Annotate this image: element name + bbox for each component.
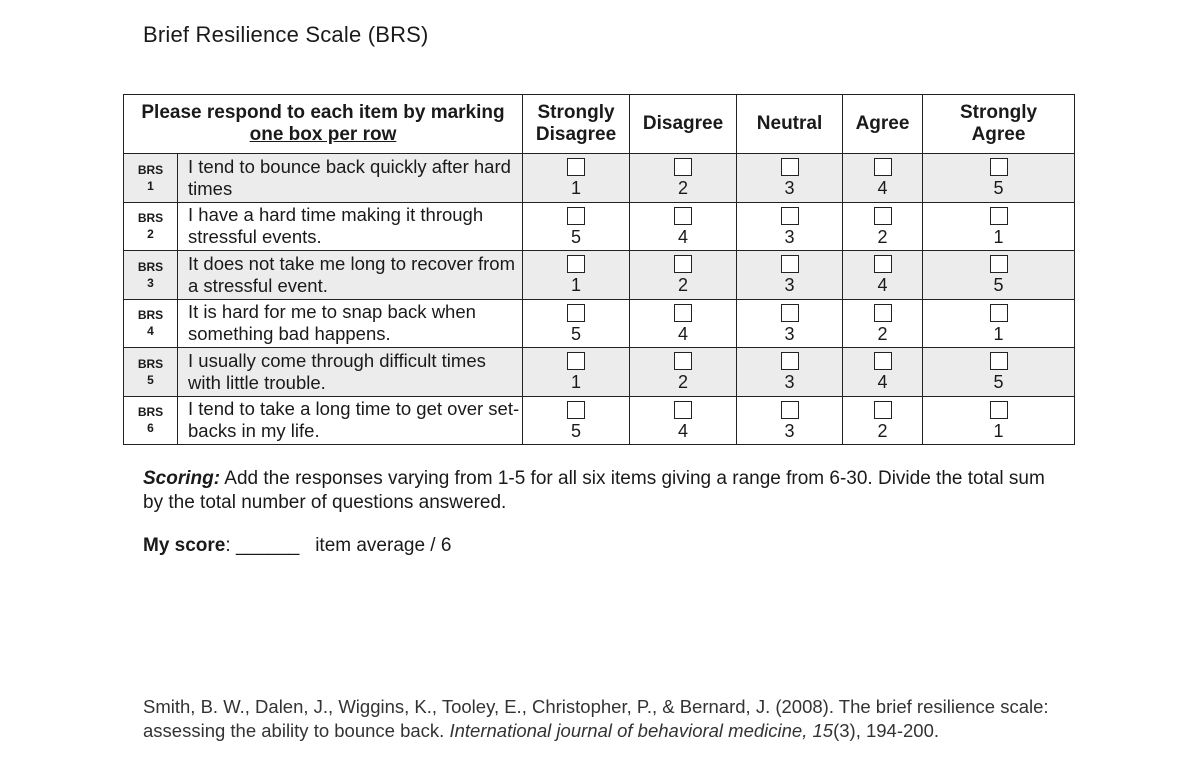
score-value: 1	[571, 372, 582, 393]
score-value: 1	[993, 226, 1004, 247]
checkbox[interactable]	[990, 158, 1008, 176]
score-value: 1	[571, 275, 582, 296]
item-number: 4	[147, 324, 154, 339]
item-code: BRS	[137, 259, 164, 274]
option-strongly-agree	[923, 154, 1075, 203]
checkbox[interactable]	[990, 401, 1008, 419]
option-disagree	[630, 396, 737, 445]
score-value: 5	[993, 178, 1004, 199]
score-value: 1	[993, 323, 1004, 344]
option-strongly-disagree	[523, 202, 630, 251]
item-text: I usually come through difficult times with little trouble.	[178, 348, 523, 397]
checkbox[interactable]	[990, 352, 1008, 370]
score-value: 3	[784, 275, 795, 296]
score-value: 2	[877, 226, 888, 247]
option-disagree	[630, 299, 737, 348]
item-text: It does not take me long to recover from a stressful event.	[178, 251, 523, 300]
scoring-instructions	[143, 467, 1063, 515]
header-neutral: Neutral	[737, 95, 843, 154]
option-neutral	[737, 202, 843, 251]
checkbox[interactable]	[567, 255, 585, 273]
checkbox[interactable]	[874, 158, 892, 176]
checkbox[interactable]	[781, 255, 799, 273]
header-strongly-disagree: Strongly Disagree	[523, 95, 630, 154]
page-title: Brief Resilience Scale (BRS)	[143, 22, 429, 47]
option-strongly-disagree	[523, 396, 630, 445]
option-agree	[843, 251, 923, 300]
option-disagree	[630, 202, 737, 251]
option-strongly-agree	[923, 396, 1075, 445]
checkbox[interactable]	[674, 207, 692, 225]
item-number: 5	[147, 372, 154, 387]
item-number: 2	[147, 227, 154, 242]
item-code: BRS	[137, 405, 164, 420]
checkbox[interactable]	[674, 401, 692, 419]
checkbox[interactable]	[781, 207, 799, 225]
score-value: 5	[571, 323, 582, 344]
item-id	[124, 299, 178, 348]
header-strongly-agree: Strongly Agree	[923, 95, 1075, 154]
option-strongly-disagree	[523, 348, 630, 397]
score-value: 4	[678, 226, 689, 247]
header-agree: Agree	[843, 95, 923, 154]
item-id	[124, 396, 178, 445]
citation-journal: International journal of behavioral medicine, 15	[449, 720, 834, 741]
score-value: 3	[784, 178, 795, 199]
score-value: 4	[877, 372, 888, 393]
score-value: 1	[571, 178, 582, 199]
instruction-text: Please respond to each item by marking	[141, 102, 505, 123]
option-neutral	[737, 299, 843, 348]
item-number: 1	[147, 178, 154, 193]
option-disagree	[630, 251, 737, 300]
my-score-blank[interactable]: ______	[235, 535, 300, 556]
option-agree	[843, 299, 923, 348]
instruction-header	[124, 95, 523, 154]
table-row	[124, 251, 1075, 300]
checkbox[interactable]	[567, 352, 585, 370]
option-agree	[843, 154, 923, 203]
score-value: 3	[784, 226, 795, 247]
option-disagree	[630, 154, 737, 203]
table-row	[124, 202, 1075, 251]
item-text: I tend to bounce back quickly after hard times	[178, 154, 523, 203]
option-strongly-disagree	[523, 154, 630, 203]
score-value: 5	[993, 275, 1004, 296]
option-strongly-agree	[923, 299, 1075, 348]
score-value: 4	[877, 275, 888, 296]
instruction-underlined: one box per row	[249, 124, 397, 145]
checkbox[interactable]	[567, 304, 585, 322]
checkbox[interactable]	[874, 352, 892, 370]
checkbox[interactable]	[567, 401, 585, 419]
score-value: 5	[571, 420, 582, 441]
score-value: 3	[784, 372, 795, 393]
checkbox[interactable]	[781, 158, 799, 176]
table-row	[124, 348, 1075, 397]
scoring-text: Add the responses varying from 1-5 for all six items giving a range from 6-30. Divide the total sum by the total number of questions answered.	[143, 468, 1045, 513]
checkbox[interactable]	[990, 207, 1008, 225]
item-id	[124, 348, 178, 397]
item-id	[124, 202, 178, 251]
score-value: 2	[877, 323, 888, 344]
score-value: 4	[678, 420, 689, 441]
option-strongly-agree	[923, 348, 1075, 397]
checkbox[interactable]	[781, 352, 799, 370]
option-strongly-disagree	[523, 299, 630, 348]
checkbox[interactable]	[674, 352, 692, 370]
checkbox[interactable]	[674, 158, 692, 176]
score-value: 1	[993, 420, 1004, 441]
checkbox[interactable]	[567, 158, 585, 176]
option-strongly-agree	[923, 251, 1075, 300]
checkbox[interactable]	[874, 207, 892, 225]
option-neutral	[737, 154, 843, 203]
header-disagree: Disagree	[630, 95, 737, 154]
table-row	[124, 396, 1075, 445]
option-agree	[843, 348, 923, 397]
checkbox[interactable]	[874, 304, 892, 322]
option-agree	[843, 202, 923, 251]
checkbox[interactable]	[990, 255, 1008, 273]
option-disagree	[630, 348, 737, 397]
brs-questionnaire-table	[123, 94, 1075, 445]
item-text: It is hard for me to snap back when something bad happens.	[178, 299, 523, 348]
item-number: 3	[147, 275, 154, 290]
item-code: BRS	[137, 211, 164, 226]
score-value: 2	[678, 275, 689, 296]
header-row	[124, 95, 1075, 154]
score-value: 4	[877, 178, 888, 199]
score-value: 4	[678, 323, 689, 344]
option-agree	[843, 396, 923, 445]
checkbox[interactable]	[874, 255, 892, 273]
item-text: I tend to take a long time to get over set-backs in my life.	[178, 396, 523, 445]
score-value: 3	[784, 420, 795, 441]
my-score-suffix: item average / 6	[315, 535, 452, 556]
checkbox[interactable]	[781, 304, 799, 322]
item-text: I have a hard time making it through stressful events.	[178, 202, 523, 251]
score-value: 5	[571, 226, 582, 247]
score-value: 3	[784, 323, 795, 344]
checkbox[interactable]	[567, 207, 585, 225]
checkbox[interactable]	[674, 255, 692, 273]
scoring-label: Scoring:	[143, 468, 221, 489]
my-score-line: My score: ______ item average / 6	[143, 535, 452, 556]
table-row	[124, 154, 1075, 203]
option-strongly-agree	[923, 202, 1075, 251]
item-number: 6	[147, 421, 154, 436]
my-score-label: My score	[143, 535, 226, 556]
item-id	[124, 154, 178, 203]
item-code: BRS	[137, 162, 164, 177]
option-neutral	[737, 396, 843, 445]
score-value: 2	[678, 372, 689, 393]
option-neutral	[737, 251, 843, 300]
item-code: BRS	[137, 308, 164, 323]
checkbox[interactable]	[874, 401, 892, 419]
option-strongly-disagree	[523, 251, 630, 300]
option-neutral	[737, 348, 843, 397]
score-value: 2	[678, 178, 689, 199]
item-id	[124, 251, 178, 300]
score-value: 5	[993, 372, 1004, 393]
checkbox[interactable]	[781, 401, 799, 419]
score-value: 2	[877, 420, 888, 441]
item-code: BRS	[137, 356, 164, 371]
citation: Smith, B. W., Dalen, J., Wiggins, K., Tooley, E., Christopher, P., & Bernard, J. (2008). The brief resilience scale: assessing the ability to bounce back. International journal of behavioral medicine, 15(3), 194-200.	[143, 696, 1049, 741]
checkbox[interactable]	[990, 304, 1008, 322]
checkbox[interactable]	[674, 304, 692, 322]
table-row	[124, 299, 1075, 348]
